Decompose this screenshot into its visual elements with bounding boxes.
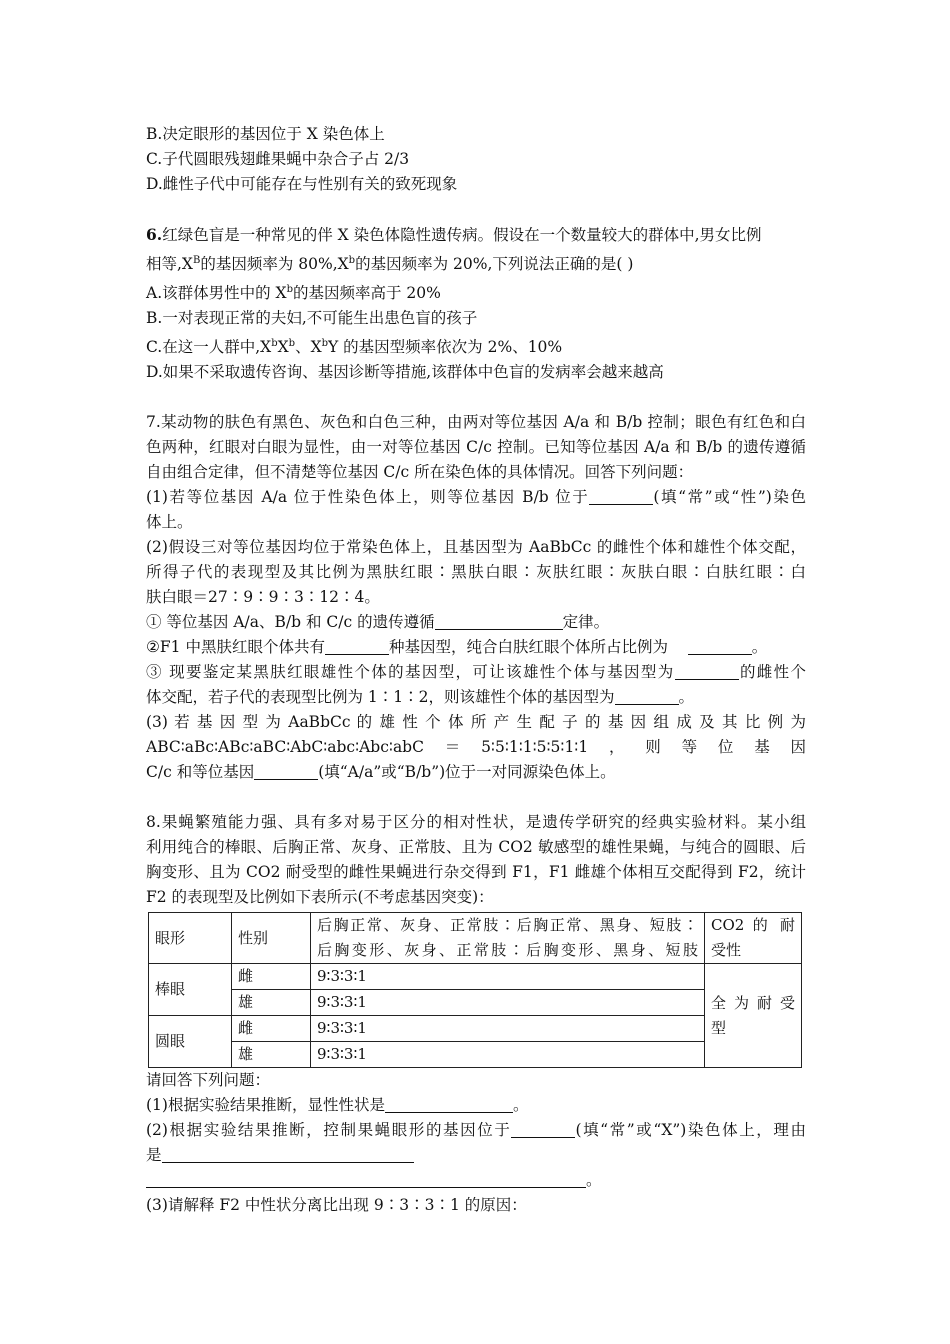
cell-ratio: 9∶3∶3∶1 xyxy=(311,1016,705,1042)
answer-blank[interactable] xyxy=(511,1121,575,1138)
cell-sex: 雄 xyxy=(232,1042,311,1068)
cell-ratio: 9∶3∶3∶1 xyxy=(311,1042,705,1068)
q7-stem-line2: 色两种，红眼对白眼为显性，由一对等位基因 C/c 控制。已知等位基因 A/a 和 B/b 的遗传遵循 xyxy=(146,438,806,457)
q5-option-d: D.雌性子代中可能存在与性别有关的致死现象 xyxy=(146,175,458,193)
q7-part3-line3: C/c 和等位基因 (填“A/a”或“B/b”)位于一对同源染色体上。 xyxy=(146,763,616,782)
q7-part3-line2: ABC∶aBc∶ABc∶aBC∶AbC∶abc∶Abc∶abC＝5∶5∶1∶1∶5∶5∶1∶1，则等位基因 xyxy=(146,738,806,757)
q7-sub3: ③ 现要鉴定某黑肤红眼雄性个体的基因型，可让该雄性个体与基因型为 的雌性个 xyxy=(146,663,806,682)
q7-sub1: ① 等位基因 A/a、B/b 和 C/c 的遗传遵循 定律。 xyxy=(146,613,610,632)
q8-answer2: (2)根据实验结果推断，控制果蝇眼形的基因位于 (填“常”或“X”)染色体上，理由 xyxy=(146,1121,806,1140)
q8-ask: 请回答下列问题： xyxy=(146,1071,271,1090)
answer-blank[interactable] xyxy=(146,1171,586,1188)
header-ratio: 后胸正常、灰身、正常肢∶后胸正常、黑身、短肢∶ 后胸变形、灰身、正常肢∶后胸变形、黑身、短肢 xyxy=(311,913,705,964)
q8-answer3: (3)请解释 F2 中性状分离比出现 9∶3∶3∶1 的原因： xyxy=(146,1196,527,1215)
q7-stem-line3: 自由组合定律，但不清楚等位基因 C/c 所在染色体的具体情况。回答下列问题： xyxy=(146,463,694,482)
q8-stem-line1: 8.果蝇繁殖能力强、具有多对易于区分的相对性状，是遗传学研究的经典实验材料。某小组 xyxy=(146,813,806,832)
q8-stem-line3: 胸变形、且为 CO2 耐受型的雌性果蝇进行杂交得到 F1，F1 雌雄个体相互交配得到 F2，统计 xyxy=(146,863,806,882)
answer-blank[interactable] xyxy=(688,638,752,655)
header-co2: CO2 的 耐 受性 xyxy=(705,913,802,964)
q7-part1-line2: 体上。 xyxy=(146,513,193,532)
q7-part2-line3: 肤白眼＝27∶9∶9∶3∶12∶4。 xyxy=(146,588,380,607)
cell-eye-round: 圆眼 xyxy=(149,1016,232,1068)
q5-option-b: B.决定眼形的基因位于 X 染色体上 xyxy=(146,125,385,143)
table-header-row xyxy=(149,913,802,964)
cell-sex: 雌 xyxy=(232,1016,311,1042)
answer-blank[interactable] xyxy=(589,488,653,505)
q6-option-b: B.一对表现正常的夫妇,不可能生出患色盲的孩子 xyxy=(146,309,478,328)
header-sex: 性别 xyxy=(232,913,311,964)
q8-answer1: (1)根据实验结果推断，显性性状是 。 xyxy=(146,1096,529,1115)
answer-blank[interactable] xyxy=(435,613,563,630)
document-page xyxy=(146,122,806,1218)
q6-stem-line2: 相等$,X^B$的基因频率为 $80\%,X^b$的基因频率为 20%,下列说法正确的是( ) xyxy=(146,255,634,274)
answer-blank[interactable] xyxy=(162,1146,414,1163)
q8-stem-line4: F2 的表现型及比例如下表所示(不考虑基因突变)： xyxy=(146,888,494,907)
q6-number: 6. xyxy=(146,225,163,244)
table-row xyxy=(149,964,802,990)
answer-blank[interactable] xyxy=(325,638,389,655)
q7-part3-line1: (3) 若 基 因 型 为 AaBbCc 的 雄 性 个 体 所 产 生 配 子 的 基 因 组 成 及 其 比 例 为 xyxy=(146,713,806,732)
q8-stem-line2: 利用纯合的棒眼、后胸正常、灰身、正常肢、且为 CO2 敏感型的雄性果蝇，与纯合的圆眼、后 xyxy=(146,838,806,857)
cell-ratio: 9∶3∶3∶1 xyxy=(311,964,705,990)
answer-blank[interactable] xyxy=(615,688,679,705)
q6-option-c: C.在这一人群中$,X^bX^b$、$X^bY$ 的基因型频率依次为 2%、10% xyxy=(146,338,563,357)
q6-stem-line1: 6.红绿色盲是一种常见的伴 X 染色体隐性遗传病。假设在一个数量较大的群体中,男女比例 xyxy=(146,225,762,244)
cell-ratio: 9∶3∶3∶1 xyxy=(311,990,705,1016)
answer-blank[interactable] xyxy=(254,763,318,780)
q7-part2-line2: 所得子代的表现型及其比例为黑肤红眼∶黑肤白眼∶灰肤红眼∶灰肤白眼∶白肤红眼∶白 xyxy=(146,563,806,582)
q6-option-d: D.如果不采取遗传咨询、基因诊断等措施,该群体中色盲的发病率会越来越高 xyxy=(146,363,664,382)
header-eye: 眼形 xyxy=(149,913,232,964)
cell-sex: 雌 xyxy=(232,964,311,990)
table-row xyxy=(149,1042,802,1068)
q8-answer2-line3: 。 xyxy=(146,1168,806,1193)
q7-part2-line1: (2)假设三对等位基因均位于常染色体上，且基因型为 AaBbCc 的雌性个体和雄性个体交配， xyxy=(146,538,806,557)
table-row xyxy=(149,1016,802,1042)
answer-blank[interactable] xyxy=(385,1096,513,1113)
results-table xyxy=(148,912,802,1068)
q5-option-c: C.子代圆眼残翅雌果蝇中杂合子占 2/3 xyxy=(146,150,410,168)
answer-blank[interactable] xyxy=(675,663,739,680)
q7-part1: (1)若等位基因 A/a 位于性染色体上，则等位基因 B/b 位于 (填“常”或“性”)染色 xyxy=(146,488,806,507)
q6-option-a: A.该群体男性中的 $X^b$的基因频率高于 20% xyxy=(146,284,441,303)
cell-sex: 雄 xyxy=(232,990,311,1016)
q8-answer2-line2: 是 xyxy=(146,1143,806,1168)
q7-stem-line1: 7.某动物的肤色有黑色、灰色和白色三种，由两对等位基因 A/a 和 B/b 控制；眼色有红色和白 xyxy=(146,413,806,432)
table-row xyxy=(149,990,802,1016)
q7-sub2: ②F1 中黑肤红眼个体共有 种基因型，纯合白肤红眼个体所占比例为 。 xyxy=(146,638,768,657)
cell-co2-all: 全 为 耐 受 型 xyxy=(705,964,802,1068)
cell-eye-rod: 棒眼 xyxy=(149,964,232,1016)
q7-sub3-line2: 体交配，若子代的表现型比例为 1∶1∶2，则该雄性个体的基因型为 。 xyxy=(146,688,695,707)
